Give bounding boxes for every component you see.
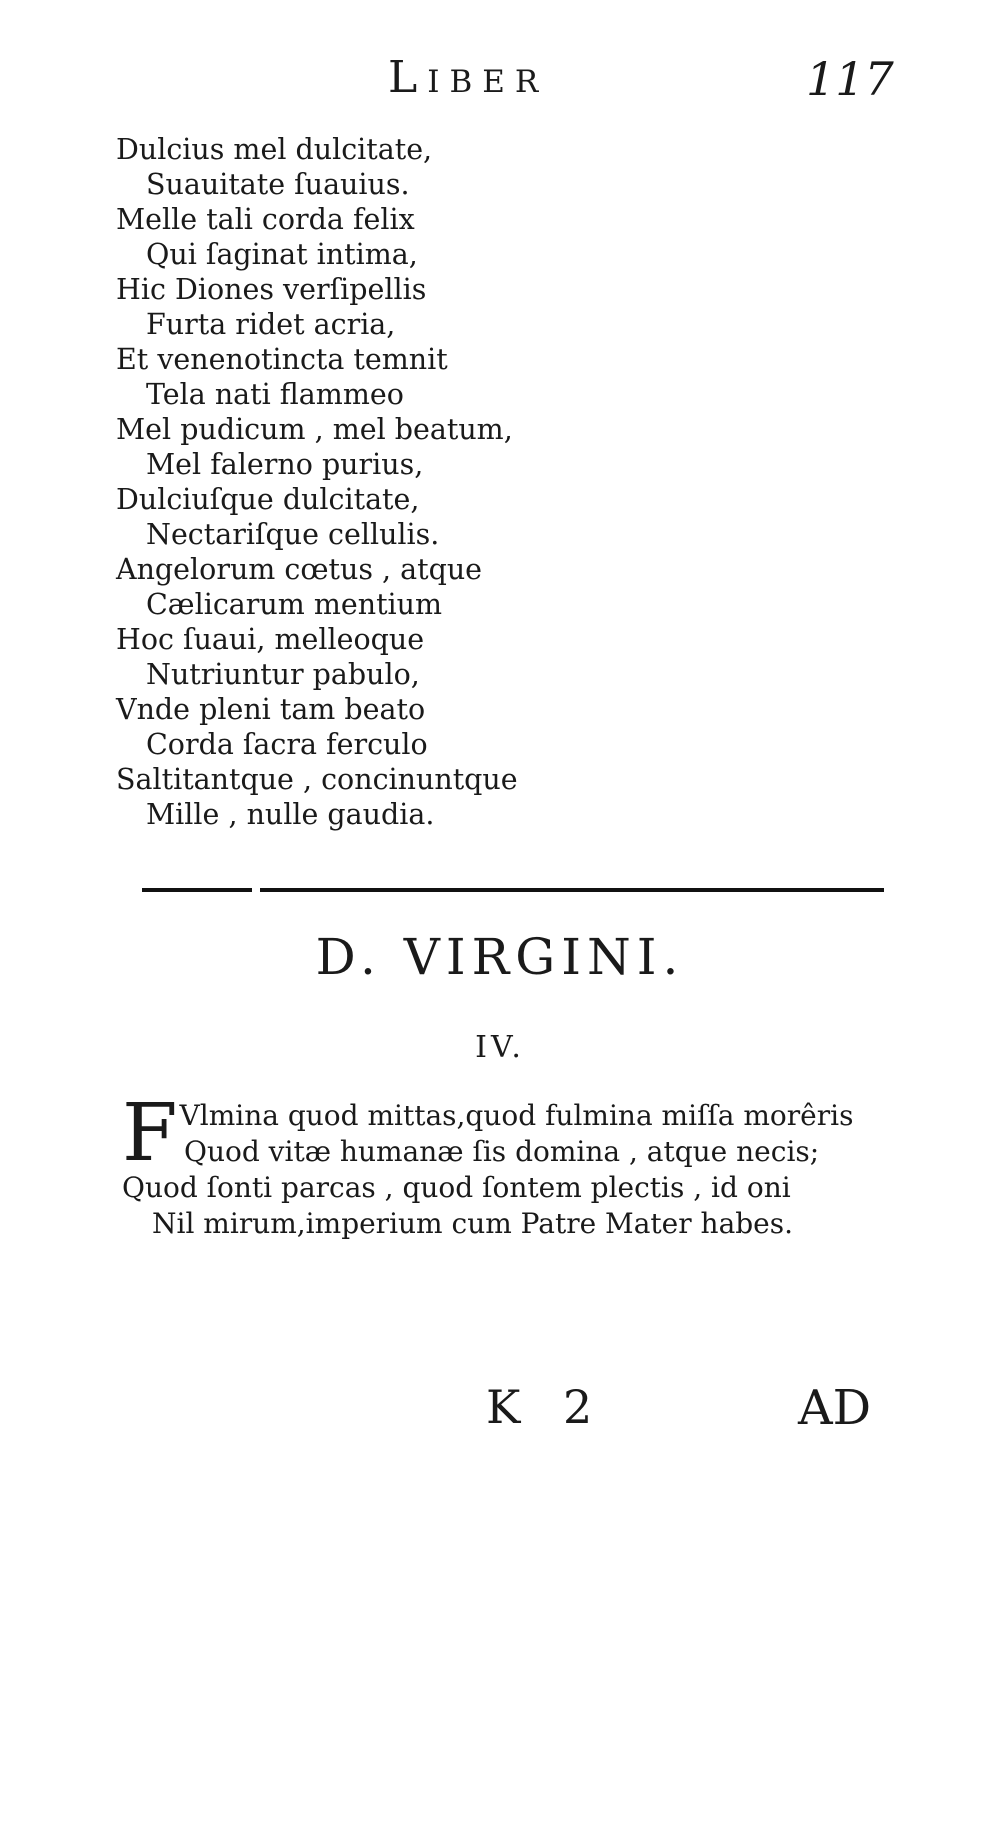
poem-line: Saltitantque , concinuntque	[116, 763, 518, 796]
poem-line: Angelorum cœtus , atque	[116, 553, 483, 586]
poem-line: Furta ridet acria,	[146, 308, 396, 341]
poem-line: Nectariſque cellulis.	[146, 518, 440, 551]
poem-line: Qui ſaginat intima,	[146, 238, 418, 271]
poem-line: Mel pudicum , mel beatum,	[116, 413, 513, 446]
poem-line: Nutriuntur pabulo,	[146, 658, 420, 691]
poem-line: Melle tali corda felix	[116, 203, 415, 236]
page-footer	[0, 1380, 1000, 1440]
poem-line: Hoc ſuaui, melleoque	[116, 623, 425, 656]
running-head	[0, 52, 1000, 112]
poem-line: Dulciuſque dulcitate,	[116, 483, 420, 516]
signature-mark: K 2	[486, 1380, 607, 1434]
section-divider-right	[260, 888, 884, 892]
drop-cap: F	[122, 1086, 178, 1179]
section-heading: D. VIRGINI.	[315, 928, 685, 986]
poem-line: Dulcius mel dulcitate,	[116, 133, 433, 166]
catchword: AD	[798, 1380, 872, 1436]
epigram-line: Quod vitæ humanæ ſis domina , atque necis;	[184, 1135, 820, 1168]
poem-line: Suauitate ſuauius.	[146, 168, 410, 201]
poem-line: Vnde pleni tam beato	[116, 693, 426, 726]
running-title: Liber	[388, 52, 549, 103]
epigram-line: Nil mirum,imperium cum Patre Mater habes.	[152, 1207, 794, 1240]
page-number: 117	[806, 52, 894, 106]
epigram-line: Quod ſonti parcas , quod ſontem plectis , id oni	[122, 1171, 791, 1204]
poem-line: Hic Diones verſipellis	[116, 273, 427, 306]
poem-line: Corda ſacra ferculo	[146, 728, 428, 761]
poem-stanza	[116, 132, 576, 832]
section-divider-left	[142, 888, 252, 892]
poem-line: Et venenotincta temnit	[116, 343, 448, 376]
poem-line: Tela nati flammeo	[146, 378, 404, 411]
section-number: IV.	[475, 1030, 525, 1065]
poem-line: Mille , nulle gaudia.	[146, 798, 435, 831]
epigram-line: Vlmina quod mittas,quod fulmina miſſa morêris	[179, 1099, 854, 1132]
poem-line: Mel falerno purius,	[146, 448, 424, 481]
epigram	[122, 1086, 902, 1242]
poem-line: Cælicarum mentium	[146, 588, 443, 621]
